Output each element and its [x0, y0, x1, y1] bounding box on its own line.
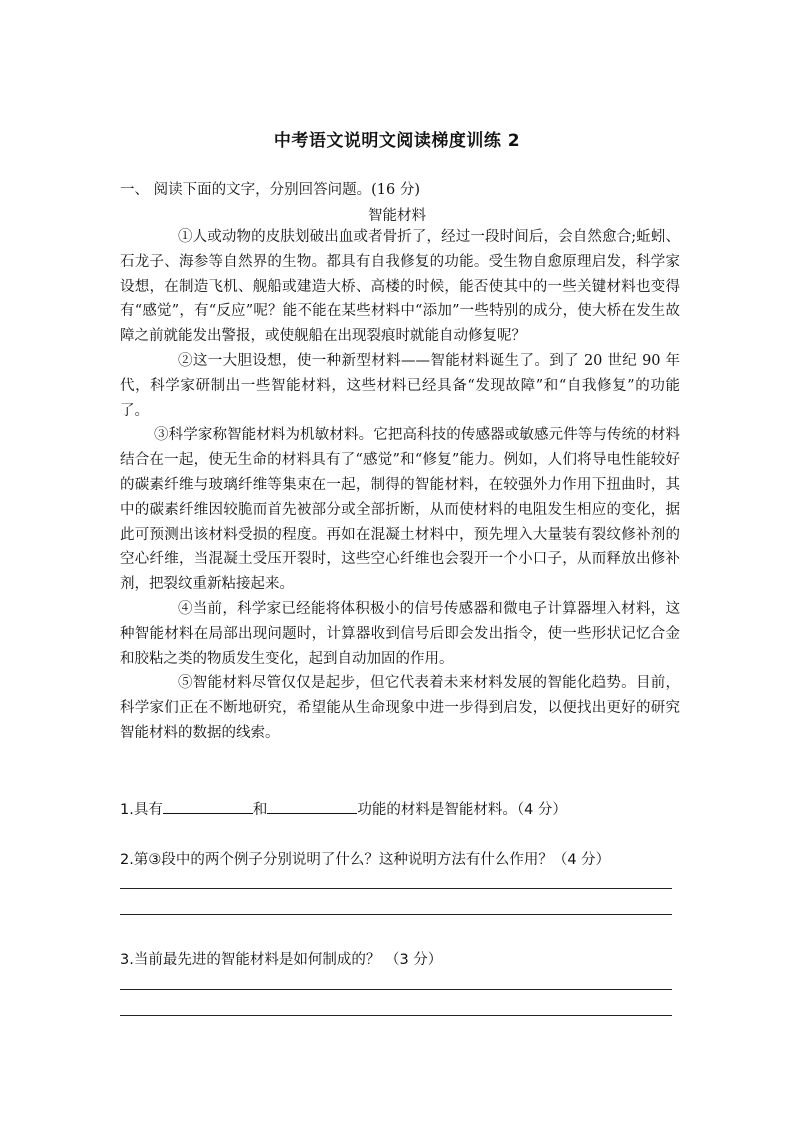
answer-blank-2[interactable] [267, 799, 357, 814]
document-title: 中考语文说明文阅读梯度训练 2 [273, 131, 521, 151]
section-heading: 一、 阅读下面的文字，分别回答问题。(16 分) [120, 182, 420, 198]
article-title: 智能材料 [368, 208, 426, 224]
answer-line[interactable] [120, 888, 672, 889]
answer-line[interactable] [120, 1015, 672, 1016]
question-3: 3.当前最先进的智能材料是如何制成的？ （3 分） [120, 952, 443, 968]
question-1-prefix: 1.具有 [120, 802, 163, 818]
article-body [120, 225, 680, 746]
paragraph-2: ②这一大胆设想，使一种新型材料——智能材料诞生了。到了 20 世纪 90 年代，科学家研制出一些智能材料，这些材料已经具备“发现故障”和“自我修复”的功能了。 [120, 352, 680, 419]
answer-blank-1[interactable] [163, 799, 253, 814]
question-1-middle: 和 [252, 802, 268, 818]
question-2: 2.第③段中的两个例子分别说明了什么？这种说明方法有什么作用？（4 分） [120, 852, 611, 868]
paragraph-3: ③科学家称智能材料为机敏材料。它把高科技的传感器或敏感元件等与传统的材料结合在一起，使无生命的材料具有了“感觉”和“修复”能力。例如，人们将导电性能较好的碳素纤维与玻璃纤维等集束在一起，制得的智能材料，在较强外力作用下扭曲时，其中的碳素纤维因较脆而首先被部分或全部折断，从而使材料的电阻发生相应的变化，据此可预测出该材料受损的程度。再如在混凝土材料中，预先埋入大量装有裂纹修补剂的空心纤维，当混凝土受压开裂时，这些空心纤维也会裂开一个小口子，从而释放出修补剂，把裂纹重新粘接起来。 [120, 427, 680, 593]
question-1 [120, 798, 567, 819]
question-1-suffix: 功能的材料是智能材料。（4 分） [357, 802, 567, 818]
paragraph-4: ④当前，科学家已经能将体积极小的信号传感器和微电子计算器埋入材料，这种智能材料在局部出现问题时，计算器收到信号后即会发出指令，使一些形状记忆合金和胶粘之类的物质发生变化，起到自动加固的作用。 [120, 600, 680, 667]
paragraph-5: ⑤智能材料尽管仅仅是起步，但它代表着未来材料发展的智能化趋势。目前，科学家们正在不断地研究，希望能从生命现象中进一步得到启发，以便找出更好的研究智能材料的数据的线索。 [120, 675, 680, 741]
paragraph-1: ①人或动物的皮肤划破出血或者骨折了，经过一段时间后，会自然愈合;蚯蚓、石龙子、海参等自然界的生物。都具有自我修复的功能。受生物自愈原理启发，科学家设想，在制造飞机、舰船或建造大桥、高楼的时候，能否使其中的一些关键材料也变得有“感觉”，有“反应”呢？能不能在某些材料中“添加”一些特别的成分，使大桥在发生故障之前就能发出警报，或使舰船在出现裂痕时就能自动修复呢？ [120, 229, 680, 345]
answer-line[interactable] [120, 989, 672, 990]
answer-line[interactable] [120, 914, 672, 915]
